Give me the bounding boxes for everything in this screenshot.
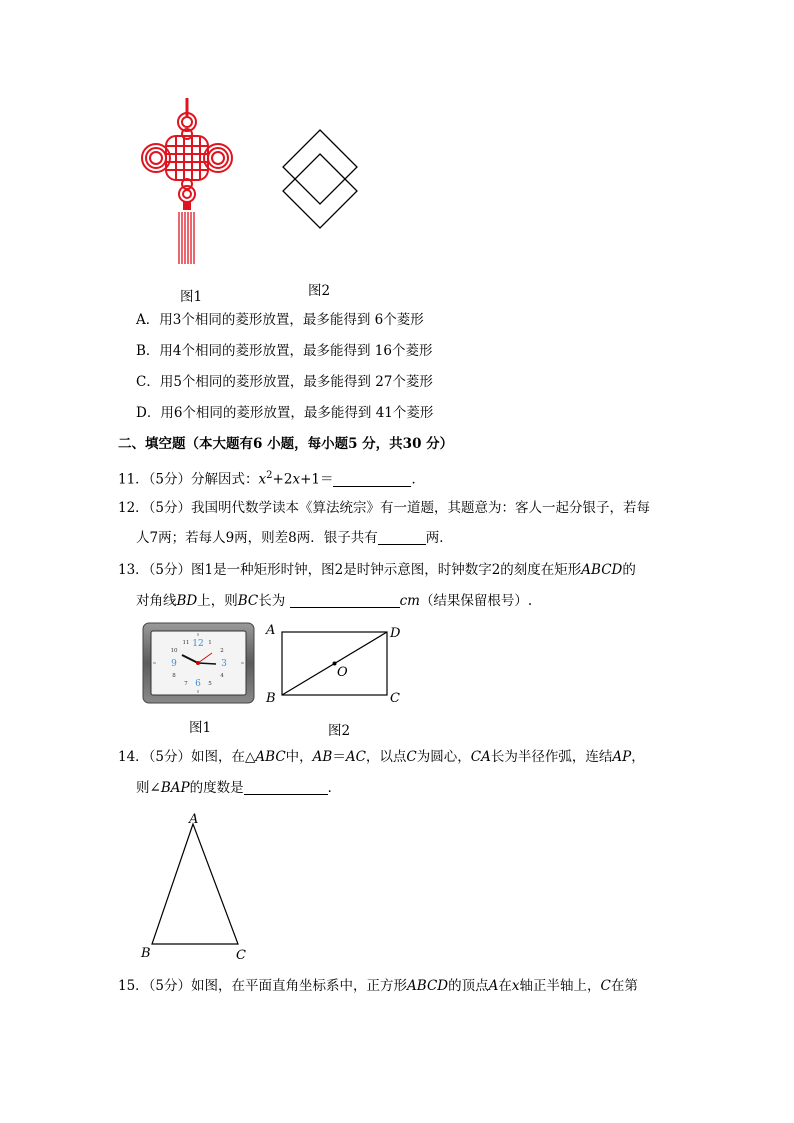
clock-number-6: 6 <box>195 679 201 689</box>
section-title: 二、填空题（本大题有6 小题，每小题5 分，共30 分） <box>118 436 454 452</box>
question-11: 11．（5分）分解因式：$x^2+2x+1=$ ． <box>118 470 425 488</box>
rhombus-figure <box>280 128 360 232</box>
triangle-abc-figure <box>136 810 256 962</box>
rectangular-clock-figure <box>142 622 255 704</box>
option-d: D．用6个相同的菱形放置，最多能得到 41个菱形 <box>136 405 434 421</box>
clock-number-10: 10 <box>170 648 178 654</box>
clock-number-11: 11 <box>182 640 190 646</box>
answer-blank[interactable] <box>333 472 411 487</box>
question-13-line2: 对角线BD上，则BC长为 cm（结果保留根号）. <box>136 593 533 609</box>
fig2-caption: 图2 <box>308 283 331 299</box>
label-c: C <box>236 948 246 962</box>
label-o: O <box>337 665 348 680</box>
chinese-knot-figure <box>140 98 236 266</box>
answer-blank[interactable] <box>290 593 400 608</box>
question-12-line2: 人7两；若每人9两，则差8两．银子共有 两． <box>136 530 453 546</box>
clock-number-3: 3 <box>221 659 227 669</box>
clock-number-12: 12 <box>192 639 204 649</box>
fig1-caption: 图1 <box>180 289 203 305</box>
label-a: A <box>266 623 276 638</box>
option-b: B．用4个相同的菱形放置，最多能得到 16个菱形 <box>136 343 433 359</box>
question-12-line1: 12．（5分）我国明代数学读本《算法统宗》有一道题，其题意为：客人一起分银子，若每 <box>118 500 651 516</box>
rectangle-abcd-figure <box>262 620 410 710</box>
answer-blank[interactable] <box>244 780 328 795</box>
clock-number-1: 1 <box>208 640 212 646</box>
clock-number-2: 2 <box>220 648 224 654</box>
clock-number-8: 8 <box>172 673 176 679</box>
clock-number-7: 7 <box>184 681 188 687</box>
label-b: B <box>266 691 276 706</box>
question-14-line1: 14．（5分）如图，在△ABC中，AB＝AC，以点C为圆心，CA长为半径作弧，连结AP， <box>118 749 645 765</box>
label-b: B <box>141 946 151 961</box>
clock-number-4: 4 <box>220 673 224 679</box>
option-a: A．用3个相同的菱形放置，最多能得到 6个菱形 <box>136 312 424 328</box>
label-d: D <box>390 626 401 641</box>
question-14-line2: 则∠BAP的度数是 ． <box>136 780 342 796</box>
question-13-line1: 13．（5分）图1是一种矩形时钟，图2是时钟示意图，时钟数字2的刻度在矩形ABCD的 <box>118 562 636 578</box>
clock-number-9: 9 <box>171 659 177 669</box>
clock-number-5: 5 <box>208 681 212 687</box>
question-15-line1: 15．（5分）如图，在平面直角坐标系中，正方形ABCD的顶点A在x轴正半轴上，C在第 <box>118 978 638 994</box>
option-c: C．用5个相同的菱形放置，最多能得到 27个菱形 <box>136 374 433 390</box>
rect-fig2-caption: 图2 <box>328 723 351 739</box>
label-c: C <box>390 691 400 706</box>
clock-fig1-caption: 图1 <box>189 720 212 736</box>
answer-blank[interactable] <box>378 530 426 545</box>
label-a: A <box>189 812 199 827</box>
